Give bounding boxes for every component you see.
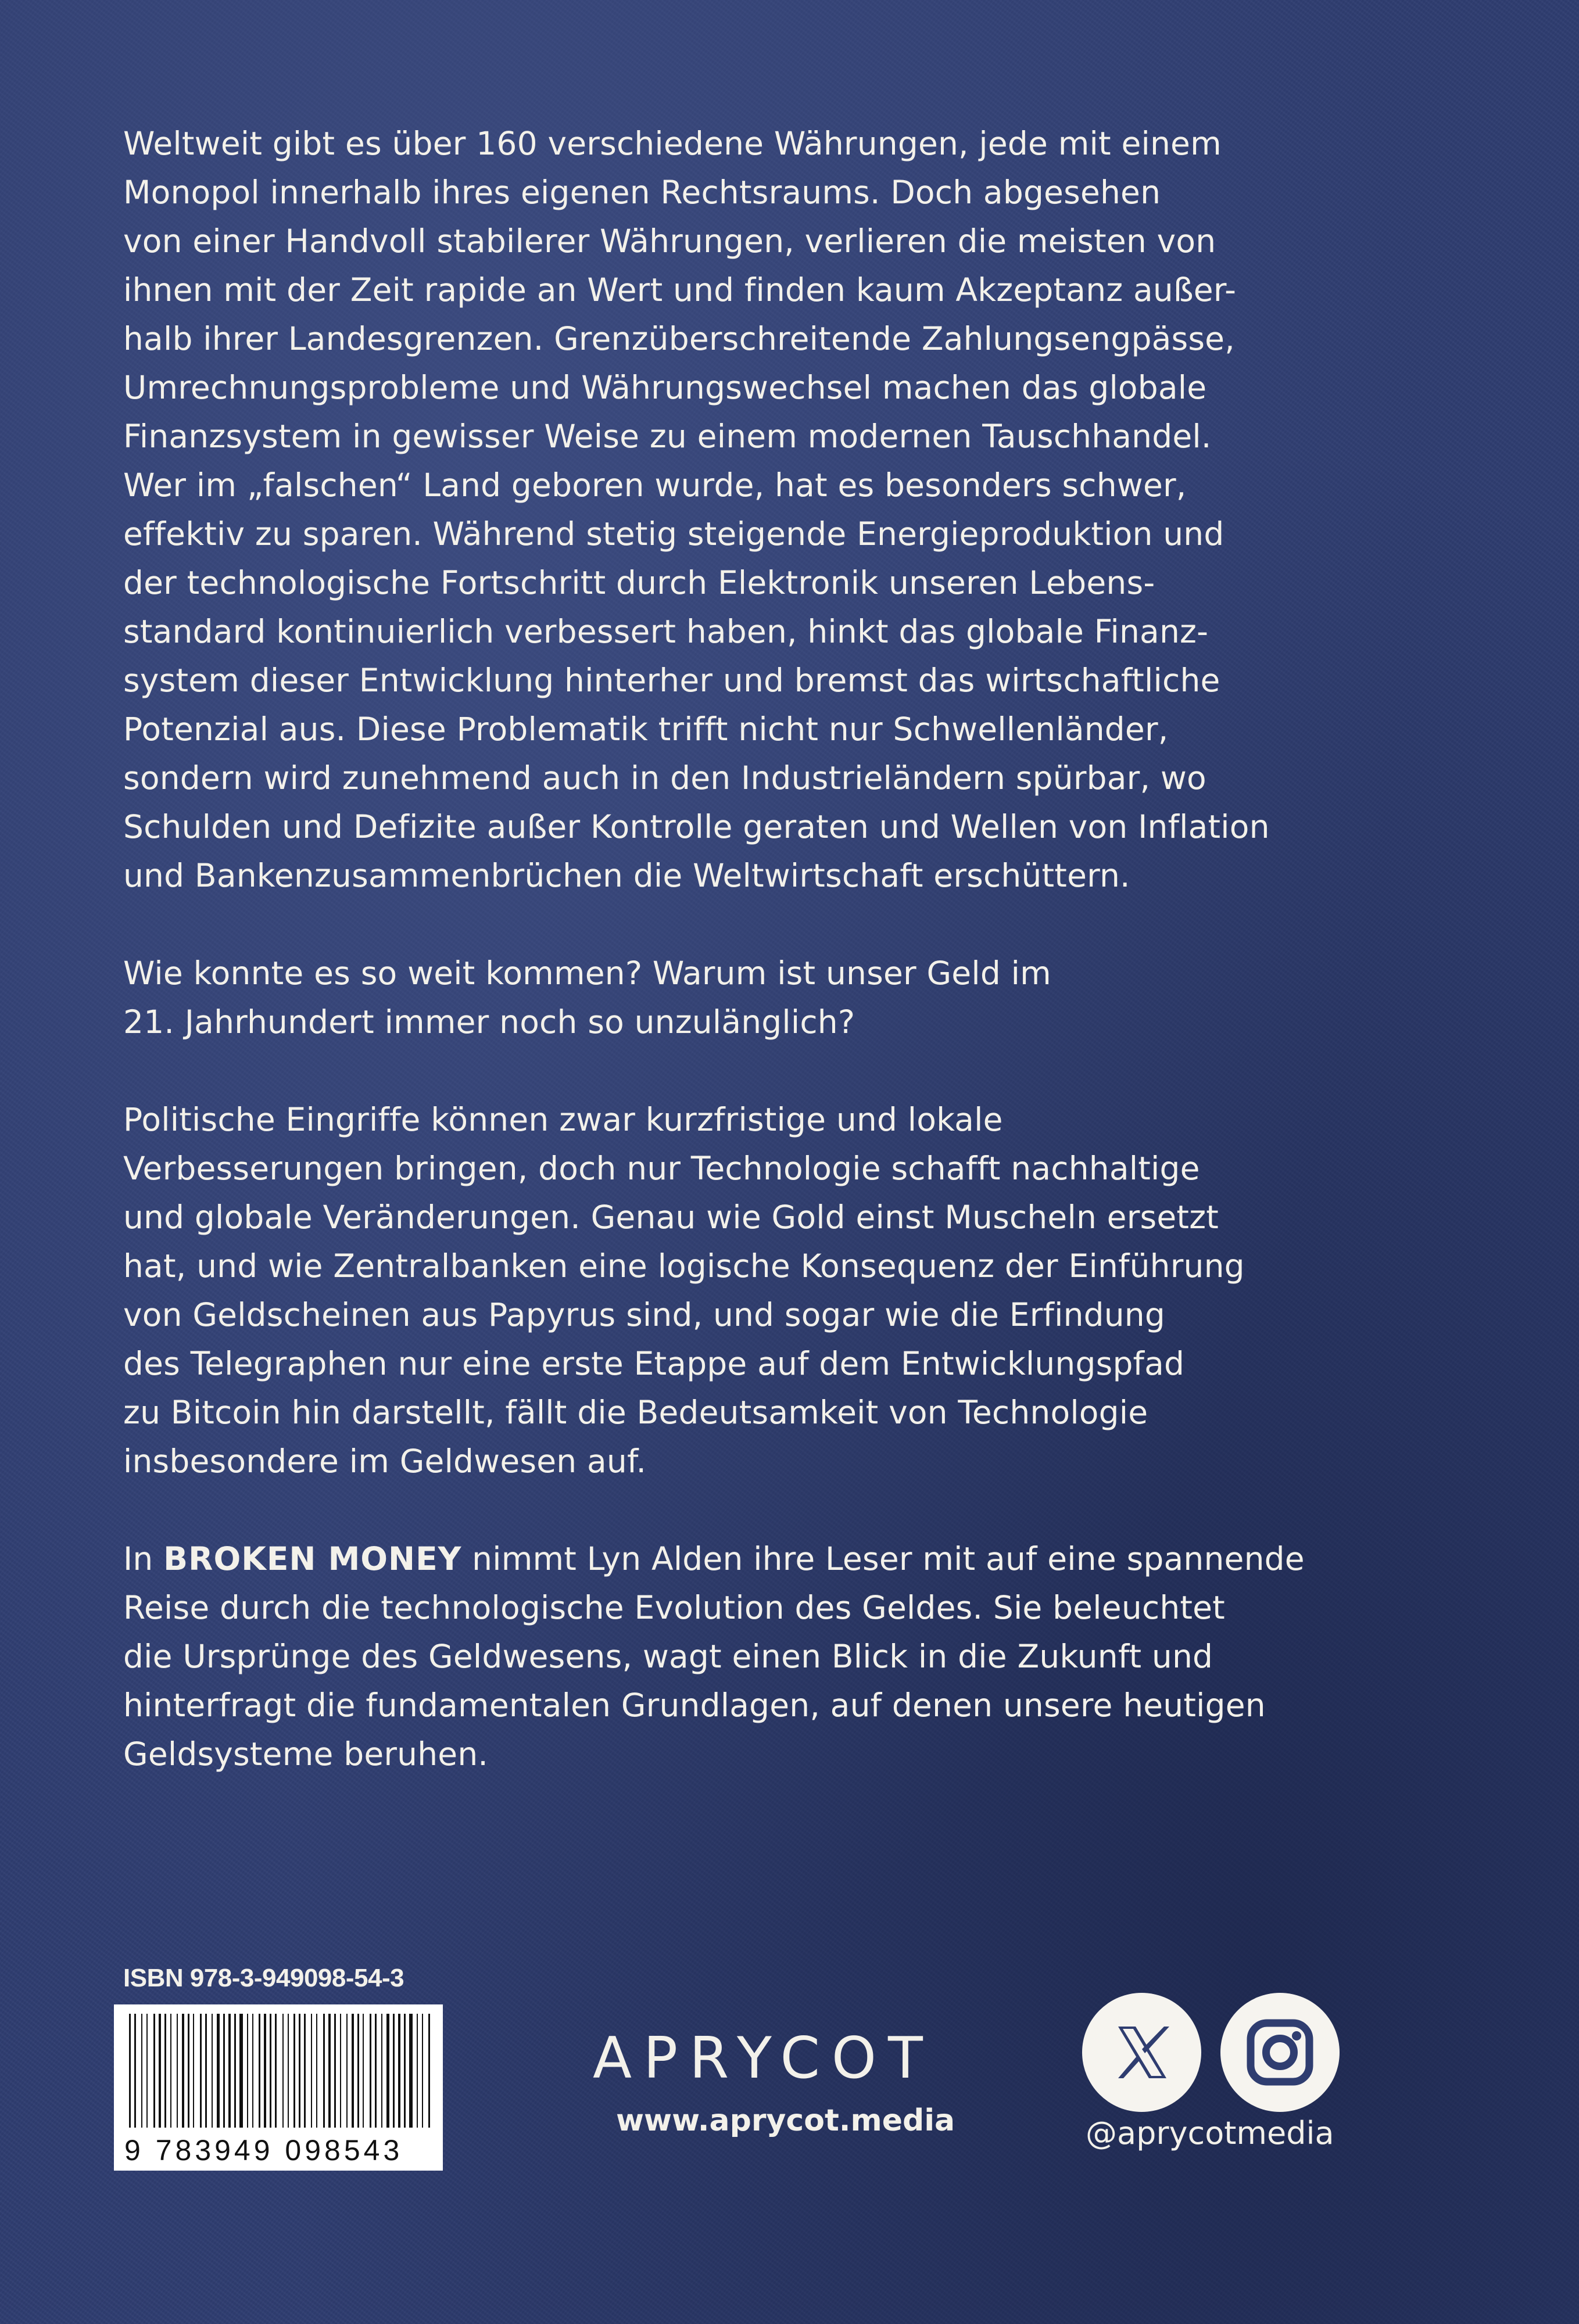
book-title: BROKEN MONEY — [163, 1540, 462, 1577]
blurb-text — [123, 119, 1471, 1827]
instagram-icon-glyph — [1220, 1993, 1340, 2112]
blurb-paragraph-4-prefix: In — [123, 1540, 164, 1577]
x-icon[interactable] — [1082, 1993, 1201, 2112]
barcode — [114, 2004, 443, 2171]
social-handle[interactable]: @aprycotmedia — [1086, 2115, 1334, 2151]
x-icon-glyph — [1082, 1993, 1201, 2112]
blurb-paragraph-2: Wie konnte es so weit kommen? Warum ist unser Geld im 21. Jahrhundert immer noch so unzulänglich? — [123, 955, 1051, 1041]
publisher-logo — [593, 2027, 965, 2090]
blurb-paragraph-4-rest: nimmt Lyn Alden ihre Leser mit auf eine spannende Reise durch die technologische Evolution des Geldes. Sie beleuchtet die Ursprünge des Geldwesens, wagt einen Blick in die Zukunft und hinterfragt die fundamentalen Grundlagen, auf denen unsere heutigen Geldsysteme beruhen. — [123, 1540, 1305, 1773]
isbn-label: ISBN 978-3-949098-54-3 — [123, 1964, 404, 1992]
blurb-paragraph-4 — [123, 1534, 1471, 1778]
publisher-logo-text: APRYCOT — [593, 2025, 934, 2092]
instagram-icon[interactable] — [1220, 1993, 1340, 2112]
blurb-paragraph-3: Politische Eingriffe können zwar kurzfristige und lokale Verbesserungen bringen, doch nur Technologie schafft nachhaltige und globale Veränderungen. Genau wie Gold einst Muscheln ersetzt hat, und wie Zentralbanken eine logische Konsequenz der Einführung von Geldscheinen aus Papyrus sind, und sogar wie die Erfindung des Telegraphen nur eine erste Etappe auf dem Entwicklungspfad zu Bitcoin hin darstellt, fällt die Bedeutsamkeit von Technologie insbesondere im Geldwesen auf. — [123, 1101, 1245, 1480]
barcode-digits: 9 783949 098543 — [124, 2134, 403, 2167]
publisher-website[interactable]: www.aprycot.media — [616, 2103, 955, 2138]
blurb-paragraph-1: Weltweit gibt es über 160 verschiedene Währungen, jede mit einem Monopol innerhalb ihres eigenen Rechtsraums. Doch abgesehen von einer Handvoll stabilerer Währungen, verlieren die meisten von ihnen mit der Zeit rapide an Wert und finden kaum Akzeptanz außer- halb ihrer Landesgrenzen. Grenzüberschreitende Zahlungsengpässe, Umrechnungsprobleme und Währungswechsel machen das globale Finanzsystem in gewisser Weise zu einem modernen Tauschhandel. Wer im „falschen“ Land geboren wurde, hat es besonders schwer, effektiv zu sparen. Während stetig steigende Energieproduktion und der technologische Fortschritt durch Elektronik unseren Lebens- standard kontinuierlich verbessert haben, hinkt das globale Finanz- system dieser Entwicklung hinterher und bremst das wirtschaftliche Potenzial aus. Diese Problematik trifft nicht nur Schwellenländer, sondern wird zunehmend auch in den Industrieländern spürbar, wo Schulden und Defizite außer Kontrolle geraten und Wellen von Inflation und Bankenzusammenbrüchen die Weltwirtschaft erschüttern. — [123, 125, 1270, 894]
